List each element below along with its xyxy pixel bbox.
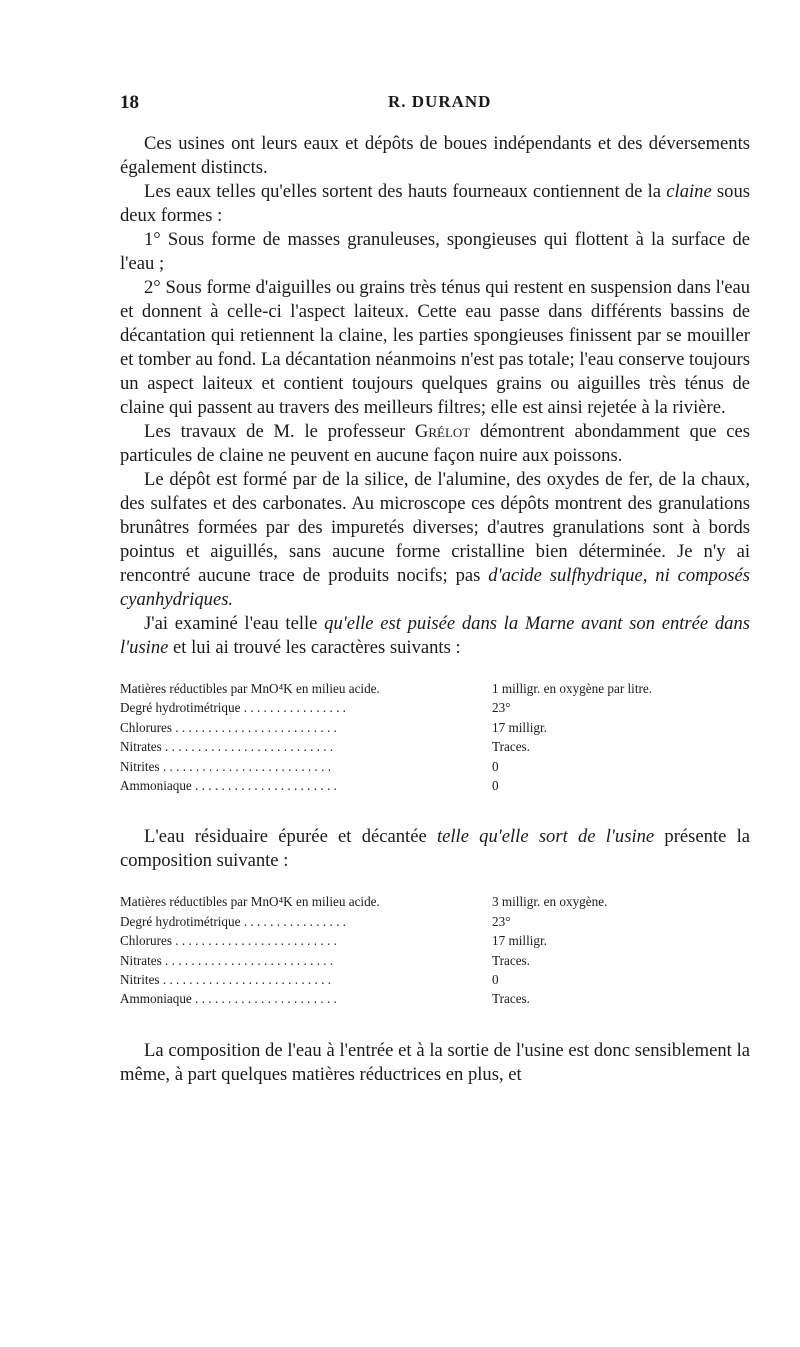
table-row: Nitrates . . . . . . . . . . . . . . . . . . . . . . . . . . Traces.	[120, 952, 530, 968]
paragraph-6: Le dépôt est formé par de la silice, de l'alumine, des oxydes de fer, de la chaux, des sulfates et des carbonates. Au microscope ces dépôts montrent des granulations brunâtres formées par des impuretés diverses; d'autres granulations sont à bords pointus et aiguillés, sans aucune forme cristalline bien déterminée. Je n'y ai rencontré aucune trace de produits nocifs; pas d'acide sulfhydrique, ni composés cyanhydriques.	[120, 469, 750, 610]
table-row: Matières réductibles par MnO⁴K en milieu acide. 1 milligr. en oxygène par litre.	[120, 681, 653, 696]
page-number: 18	[120, 92, 139, 113]
analysis-table-exit	[120, 892, 750, 1008]
paragraph-4: 2° Sous forme d'aiguilles ou grains très ténus qui restent en suspension dans l'eau et donnent à celle-ci l'aspect laiteux. Cette eau passe dans différents bassins de décantation qui retiennent la claine, les parties spongieuses finissent par se mouiller et tomber au fond. La décantation néanmoins n'est pas totale; l'eau conserve toujours un aspect laiteux et contient toujours quelques grains ou aiguilles très ténus de claine qui passent au travers des meilleurs filtres; elle est ainsi rejetée à la rivière.	[120, 277, 750, 418]
paragraph-2: Les eaux telles qu'elles sortent des hauts fourneaux contiennent de la claine sous deux formes :	[120, 181, 750, 226]
table-row: Degré hydrotimétrique . . . . . . . . . . . . . . . . 23°	[120, 913, 511, 929]
table-row: Nitrates . . . . . . . . . . . . . . . . . . . . . . . . . . Traces.	[120, 739, 530, 755]
paragraph-7: J'ai examiné l'eau telle qu'elle est puisée dans la Marne avant son entrée dans l'usine et lui ai trouvé les caractères suivants :	[120, 613, 750, 658]
table-row: Matières réductibles par MnO⁴K en milieu acide. 3 milligr. en oxygène.	[120, 894, 608, 910]
table-row: Ammoniaque . . . . . . . . . . . . . . . . . . . . . . Traces.	[120, 991, 530, 1007]
analysis-table-entry	[120, 679, 750, 795]
page-body	[120, 132, 750, 1087]
running-head: R. DURAND	[388, 92, 492, 111]
table-row: Chlorures . . . . . . . . . . . . . . . . . . . . . . . . . 17 milligr.	[120, 933, 547, 949]
paragraph-5: Les travaux de M. le professeur Grélot démontrent abondamment que ces particules de claine ne peuvent en aucune façon nuire aux poissons.	[120, 421, 750, 466]
paragraph-8: L'eau résiduaire épurée et décantée telle qu'elle sort de l'usine présente la composition suivante :	[120, 826, 750, 872]
table-row: Nitrites . . . . . . . . . . . . . . . . . . . . . . . . . . 0	[120, 972, 499, 988]
paragraph-9: La composition de l'eau à l'entrée et à la sortie de l'usine est donc sensiblement la même, à part quelques matières réductrices en plus, et	[120, 1039, 750, 1085]
table-row: Ammoniaque . . . . . . . . . . . . . . . . . . . . . . 0	[120, 778, 499, 794]
paragraph-3: 1° Sous forme de masses granuleuses, spongieuses qui flottent à la surface de l'eau ;	[120, 229, 750, 274]
page-header	[120, 92, 750, 124]
paragraph-1: Ces usines ont leurs eaux et dépôts de boues indépendants et des déversements également distincts.	[120, 133, 750, 178]
table-row: Degré hydrotimétrique . . . . . . . . . . . . . . . . 23°	[120, 700, 511, 716]
page	[120, 92, 750, 1085]
table-row: Chlorures . . . . . . . . . . . . . . . . . . . . . . . . . 17 milligr.	[120, 719, 547, 735]
table-row: Nitrites . . . . . . . . . . . . . . . . . . . . . . . . . . 0	[120, 758, 499, 774]
